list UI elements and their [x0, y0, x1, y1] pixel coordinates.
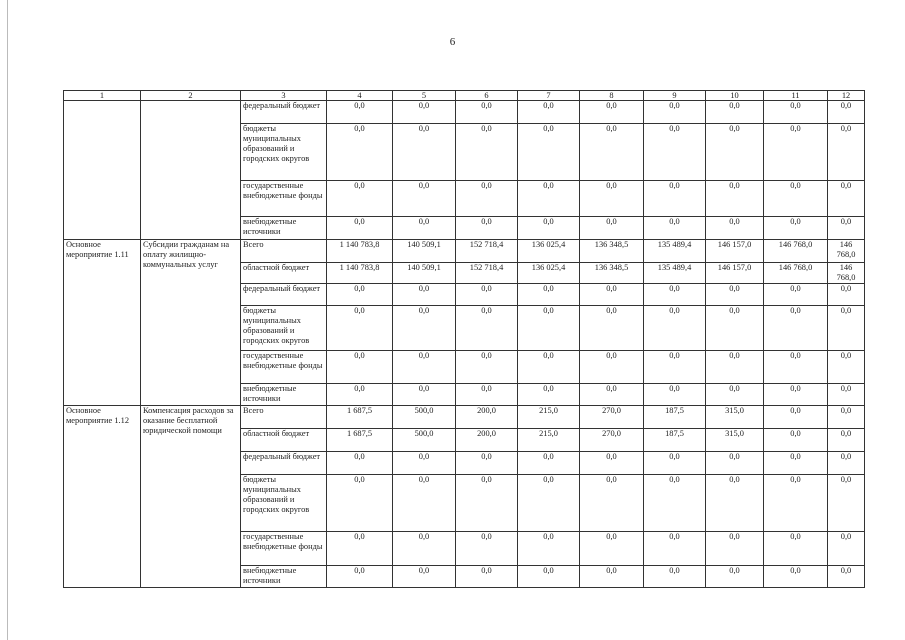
value-cell: 0,0: [706, 217, 764, 240]
value-cell: 0,0: [518, 351, 580, 384]
value-cell: 0,0: [456, 101, 518, 124]
header-cell: 3: [241, 91, 327, 101]
value-cell: 0,0: [393, 532, 456, 566]
value-cell: 0,0: [706, 306, 764, 351]
value-cell: 0,0: [518, 217, 580, 240]
value-cell: 146 157,0: [706, 240, 764, 263]
value-cell: 0,0: [706, 452, 764, 475]
value-cell: 152 718,4: [456, 263, 518, 284]
value-cell: 0,0: [828, 532, 865, 566]
funding-source-cell: государственные внебюджетные фонды: [241, 532, 327, 566]
value-cell: 0,0: [327, 306, 393, 351]
funding-source-cell: федеральный бюджет: [241, 452, 327, 475]
funding-source-cell: бюджеты муниципальных образований и городских округов: [241, 124, 327, 181]
value-cell: 1 140 783,8: [327, 240, 393, 263]
funding-source-cell: внебюджетные источники: [241, 566, 327, 588]
header-cell: 5: [393, 91, 456, 101]
header-cell: 8: [580, 91, 644, 101]
value-cell: 0,0: [764, 384, 828, 406]
table-row: [64, 406, 865, 429]
value-cell: 0,0: [706, 475, 764, 532]
value-cell: 0,0: [644, 124, 706, 181]
value-cell: 0,0: [764, 475, 828, 532]
value-cell: 0,0: [327, 384, 393, 406]
value-cell: 315,0: [706, 429, 764, 452]
value-cell: 0,0: [764, 566, 828, 588]
value-cell: 0,0: [580, 566, 644, 588]
value-cell: 0,0: [580, 452, 644, 475]
value-cell: 0,0: [706, 101, 764, 124]
funding-source-cell: федеральный бюджет: [241, 284, 327, 306]
value-cell: 0,0: [828, 284, 865, 306]
value-cell: 0,0: [828, 181, 865, 217]
value-cell: 146 768,0: [764, 240, 828, 263]
value-cell: 0,0: [580, 384, 644, 406]
funding-source-cell: бюджеты муниципальных образований и городских округов: [241, 475, 327, 532]
value-cell: 270,0: [580, 406, 644, 429]
value-cell: 135 489,4: [644, 240, 706, 263]
funding-source-cell: государственные внебюджетные фонды: [241, 351, 327, 384]
value-cell: 0,0: [706, 532, 764, 566]
header-cell: 10: [706, 91, 764, 101]
value-cell: 0,0: [644, 475, 706, 532]
value-cell: 315,0: [706, 406, 764, 429]
value-cell: 0,0: [456, 532, 518, 566]
value-cell: 200,0: [456, 406, 518, 429]
value-cell: 0,0: [644, 284, 706, 306]
activity-cell: Основное мероприятие 1.12: [64, 406, 141, 588]
value-cell: 0,0: [828, 351, 865, 384]
value-cell: 215,0: [518, 406, 580, 429]
value-cell: 0,0: [456, 306, 518, 351]
value-cell: 0,0: [456, 475, 518, 532]
header-cell: 6: [456, 91, 518, 101]
funding-source-cell: Всего: [241, 240, 327, 263]
value-cell: 0,0: [764, 406, 828, 429]
value-cell: 0,0: [764, 101, 828, 124]
value-cell: 0,0: [706, 566, 764, 588]
value-cell: 0,0: [456, 384, 518, 406]
value-cell: 0,0: [327, 351, 393, 384]
value-cell: 187,5: [644, 406, 706, 429]
header-cell: 2: [141, 91, 241, 101]
value-cell: 0,0: [644, 351, 706, 384]
description-cell: Субсидии гражданам на оплату жилищно-коммунальных услуг: [141, 240, 241, 406]
value-cell: 0,0: [764, 532, 828, 566]
value-cell: 0,0: [518, 566, 580, 588]
value-cell: 0,0: [580, 181, 644, 217]
value-cell: 136 348,5: [580, 240, 644, 263]
value-cell: 0,0: [327, 566, 393, 588]
value-cell: 152 718,4: [456, 240, 518, 263]
value-cell: 0,0: [764, 452, 828, 475]
value-cell: 0,0: [456, 181, 518, 217]
value-cell: 0,0: [518, 101, 580, 124]
value-cell: 0,0: [828, 566, 865, 588]
value-cell: 0,0: [393, 101, 456, 124]
header-cell: 7: [518, 91, 580, 101]
value-cell: 1 687,5: [327, 406, 393, 429]
description-cell: Компенсация расходов за оказание бесплатной юридической помощи: [141, 406, 241, 588]
value-cell: 0,0: [580, 351, 644, 384]
value-cell: 0,0: [456, 217, 518, 240]
activity-cell: [64, 101, 141, 240]
value-cell: 0,0: [327, 124, 393, 181]
value-cell: 0,0: [580, 532, 644, 566]
value-cell: 0,0: [644, 181, 706, 217]
header-cell: 9: [644, 91, 706, 101]
value-cell: 270,0: [580, 429, 644, 452]
value-cell: 500,0: [393, 429, 456, 452]
value-cell: 0,0: [764, 124, 828, 181]
value-cell: 136 025,4: [518, 240, 580, 263]
header-cell: 11: [764, 91, 828, 101]
value-cell: 140 509,1: [393, 263, 456, 284]
value-cell: 0,0: [764, 351, 828, 384]
value-cell: 215,0: [518, 429, 580, 452]
funding-source-cell: федеральный бюджет: [241, 101, 327, 124]
value-cell: 146 768,0: [828, 263, 865, 284]
value-cell: 0,0: [518, 284, 580, 306]
value-cell: 0,0: [327, 101, 393, 124]
funding-source-cell: областной бюджет: [241, 263, 327, 284]
value-cell: 1 140 783,8: [327, 263, 393, 284]
table-row: [64, 101, 865, 124]
value-cell: 0,0: [393, 181, 456, 217]
value-cell: 146 768,0: [764, 263, 828, 284]
value-cell: 0,0: [518, 384, 580, 406]
value-cell: 0,0: [580, 124, 644, 181]
value-cell: 0,0: [456, 351, 518, 384]
page-edge-line: [7, 0, 8, 640]
value-cell: 0,0: [393, 452, 456, 475]
value-cell: 187,5: [644, 429, 706, 452]
value-cell: 0,0: [456, 284, 518, 306]
funding-source-cell: бюджеты муниципальных образований и городских округов: [241, 306, 327, 351]
value-cell: 0,0: [518, 532, 580, 566]
value-cell: 0,0: [393, 566, 456, 588]
value-cell: 0,0: [518, 475, 580, 532]
value-cell: 0,0: [644, 566, 706, 588]
value-cell: 0,0: [644, 452, 706, 475]
funding-source-cell: Всего: [241, 406, 327, 429]
budget-table: [63, 90, 865, 588]
value-cell: 0,0: [644, 306, 706, 351]
header-cell: 4: [327, 91, 393, 101]
value-cell: 0,0: [644, 384, 706, 406]
header-cell: 12: [828, 91, 865, 101]
value-cell: 0,0: [828, 101, 865, 124]
value-cell: 0,0: [644, 101, 706, 124]
header-cell: 1: [64, 91, 141, 101]
value-cell: 0,0: [706, 181, 764, 217]
funding-source-cell: внебюджетные источники: [241, 384, 327, 406]
value-cell: 0,0: [393, 384, 456, 406]
value-cell: 1 687,5: [327, 429, 393, 452]
value-cell: 0,0: [828, 306, 865, 351]
value-cell: 0,0: [828, 124, 865, 181]
funding-source-cell: внебюджетные источники: [241, 217, 327, 240]
value-cell: 200,0: [456, 429, 518, 452]
value-cell: 0,0: [327, 181, 393, 217]
value-cell: 0,0: [580, 475, 644, 532]
page-number: 6: [449, 36, 456, 48]
value-cell: 0,0: [828, 384, 865, 406]
value-cell: 0,0: [518, 452, 580, 475]
value-cell: 0,0: [706, 284, 764, 306]
value-cell: 0,0: [828, 406, 865, 429]
value-cell: 0,0: [393, 284, 456, 306]
value-cell: 0,0: [456, 566, 518, 588]
value-cell: 146 157,0: [706, 263, 764, 284]
value-cell: 0,0: [393, 124, 456, 181]
funding-source-cell: областной бюджет: [241, 429, 327, 452]
description-cell: [141, 101, 241, 240]
value-cell: 0,0: [327, 452, 393, 475]
value-cell: 0,0: [327, 217, 393, 240]
header-row: [64, 91, 865, 101]
value-cell: 0,0: [828, 217, 865, 240]
value-cell: 136 348,5: [580, 263, 644, 284]
value-cell: 0,0: [580, 101, 644, 124]
value-cell: 0,0: [393, 351, 456, 384]
value-cell: 0,0: [580, 284, 644, 306]
value-cell: 0,0: [580, 306, 644, 351]
funding-source-cell: государственные внебюджетные фонды: [241, 181, 327, 217]
value-cell: 0,0: [828, 475, 865, 532]
value-cell: 0,0: [518, 124, 580, 181]
value-cell: 0,0: [456, 452, 518, 475]
value-cell: 0,0: [644, 532, 706, 566]
value-cell: 0,0: [327, 475, 393, 532]
value-cell: 500,0: [393, 406, 456, 429]
value-cell: 0,0: [393, 306, 456, 351]
value-cell: 140 509,1: [393, 240, 456, 263]
value-cell: 0,0: [327, 532, 393, 566]
value-cell: 0,0: [764, 181, 828, 217]
value-cell: 135 489,4: [644, 263, 706, 284]
value-cell: 0,0: [706, 384, 764, 406]
value-cell: 0,0: [518, 306, 580, 351]
value-cell: 0,0: [828, 452, 865, 475]
value-cell: 0,0: [393, 475, 456, 532]
value-cell: 0,0: [580, 217, 644, 240]
value-cell: 0,0: [644, 217, 706, 240]
value-cell: 0,0: [764, 284, 828, 306]
value-cell: 0,0: [327, 284, 393, 306]
value-cell: 0,0: [828, 429, 865, 452]
value-cell: 0,0: [518, 181, 580, 217]
value-cell: 0,0: [764, 306, 828, 351]
value-cell: 0,0: [764, 429, 828, 452]
table-row: [64, 240, 865, 263]
activity-cell: Основное мероприятие 1.11: [64, 240, 141, 406]
value-cell: 0,0: [393, 217, 456, 240]
value-cell: 146 768,0: [828, 240, 865, 263]
value-cell: 0,0: [706, 124, 764, 181]
value-cell: 0,0: [456, 124, 518, 181]
value-cell: 0,0: [764, 217, 828, 240]
value-cell: 136 025,4: [518, 263, 580, 284]
value-cell: 0,0: [706, 351, 764, 384]
